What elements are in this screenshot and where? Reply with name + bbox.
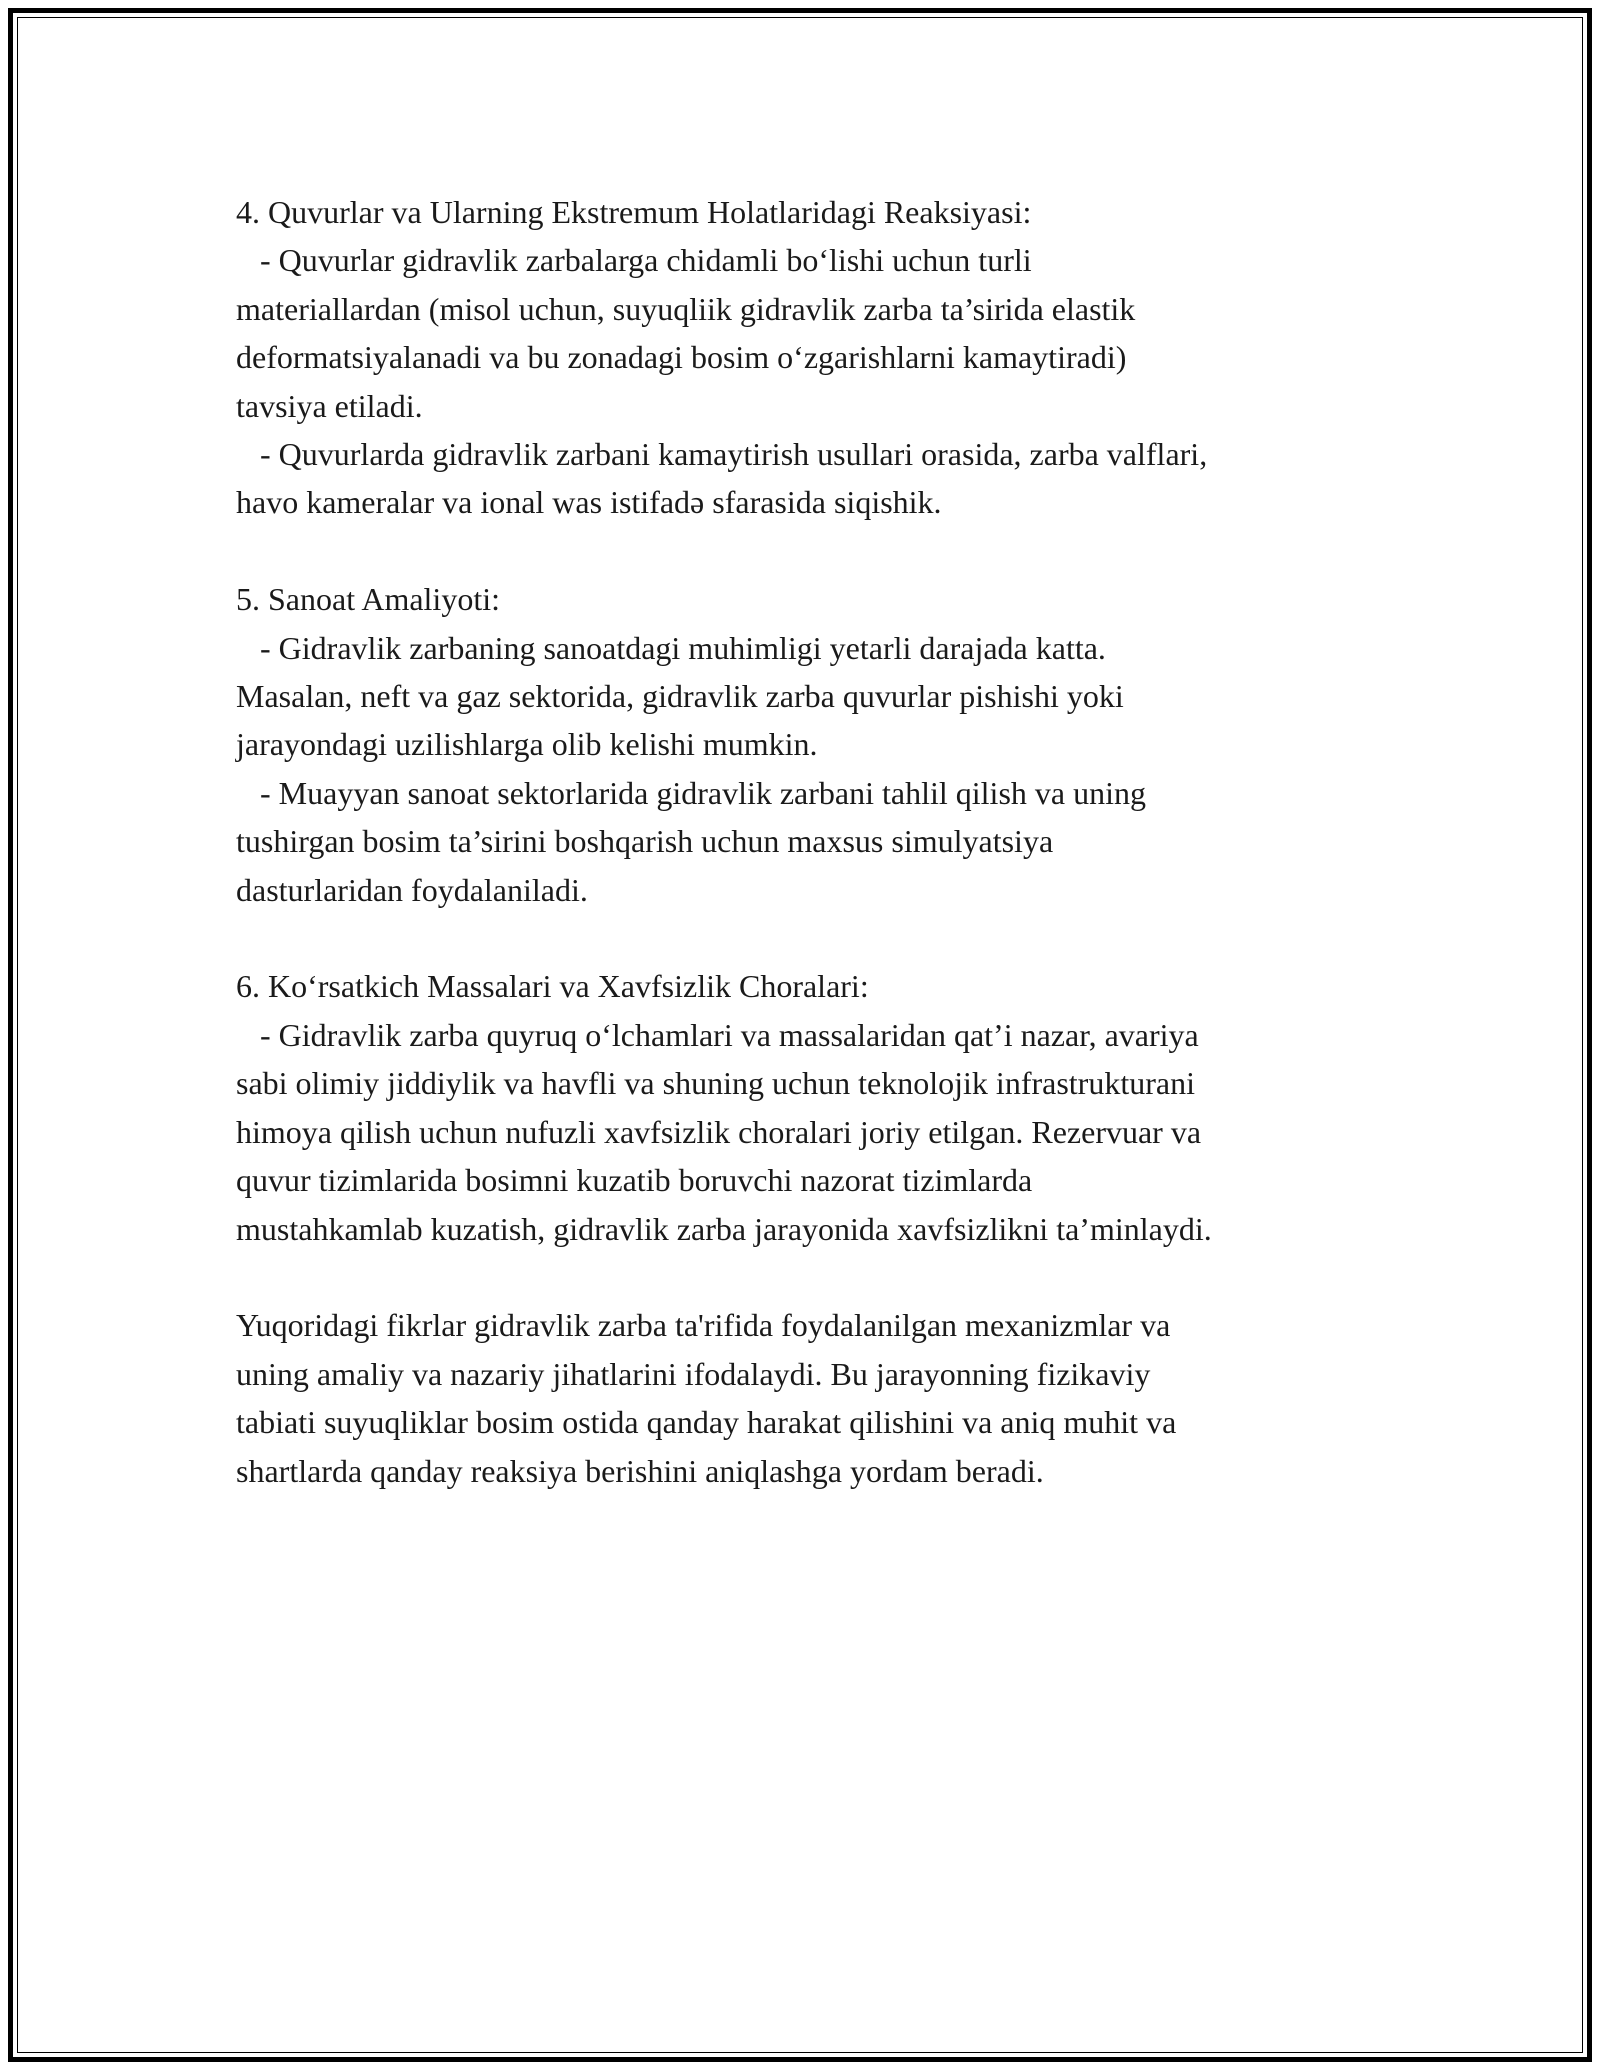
paragraph-line: - Gidravlik zarbaning sanoatdagi muhimligi yetarli darajada katta. <box>236 629 1106 666</box>
paragraph-line: - Gidravlik zarba quyruq o‘lchamlari va massalaridan qat’i nazar, avariya <box>236 1016 1199 1053</box>
paragraph-line: himoya qilish uchun nufuzli xavfsizlik choralari joriy etilgan. Rezervuar va <box>236 1113 1202 1150</box>
paragraph-line: uning amaliy va nazariy jihatlarini ifodalaydi. Bu jarayonning fizikaviy <box>236 1355 1151 1392</box>
paragraph-line: - Quvurlar gidravlik zarbalarga chidamli bo‘lishi uchun turli <box>236 242 1032 279</box>
paragraph-line: - Quvurlarda gidravlik zarbani kamaytirish usullari orasida, zarba valflari, <box>236 436 1208 473</box>
paragraph-line: deformatsiyalanadi va bu zonadagi bosim o‘zgarishlarni kamaytiradi) <box>236 339 1127 376</box>
section-6 <box>236 962 1376 1252</box>
paragraph-line: dasturlaridan foydalaniladi. <box>236 871 588 908</box>
section-5 <box>236 575 1376 914</box>
section-heading: 6. Ko‘rsatkich Massalari va Xavfsizlik Choralari: <box>236 968 869 1005</box>
paragraph-line: Masalan, neft va gaz sektorida, gidravlik zarba quvurlar pishishi yoki <box>236 678 1124 715</box>
paragraph-line: shartlarda qanday reaksiya berishini aniqlashga yordam beradi. <box>236 1452 1044 1489</box>
paragraph-line: tavsiya etiladi. <box>236 387 423 424</box>
paragraph-line: jarayondagi uzilishlarga olib kelishi mumkin. <box>236 726 818 763</box>
section-4 <box>236 188 1376 527</box>
paragraph-line: mustahkamlab kuzatish, gidravlik zarba jarayonida xavfsizlikni ta’minlaydi. <box>236 1210 1212 1247</box>
paragraph-line: havo kameralar va ional was istifadə sfarasida siqishik. <box>236 484 942 521</box>
section-heading: 5. Sanoat Amaliyoti: <box>236 581 500 618</box>
section-heading: 4. Quvurlar va Ularning Ekstremum Holatlaridagi Reaksiyasi: <box>236 194 1032 230</box>
paragraph-line: tushirgan bosim ta’sirini boshqarish uchun maxsus simulyatsiya <box>236 823 1054 860</box>
document-body <box>236 188 1376 1543</box>
closing-paragraph <box>236 1301 1376 1495</box>
paragraph-line: quvur tizimlarida bosimni kuzatib boruvchi nazorat tizimlarda <box>236 1162 1033 1199</box>
paragraph-line: - Muayyan sanoat sektorlarida gidravlik zarbani tahlil qilish va uning <box>236 774 1146 811</box>
paragraph-line: tabiati suyuqliklar bosim ostida qanday harakat qilishini va aniq muhit va <box>236 1404 1177 1441</box>
paragraph-line: sabi olimiy jiddiylik va havfli va shuning uchun teknolojik infrastrukturani <box>236 1065 1195 1102</box>
paragraph-line: Yuqoridagi fikrlar gidravlik zarba ta'rifida foydalanilgan mexanizmlar va <box>236 1307 1171 1344</box>
paragraph-line: materiallardan (misol uchun, suyuqliik gidravlik zarba ta’sirida elastik <box>236 290 1136 327</box>
